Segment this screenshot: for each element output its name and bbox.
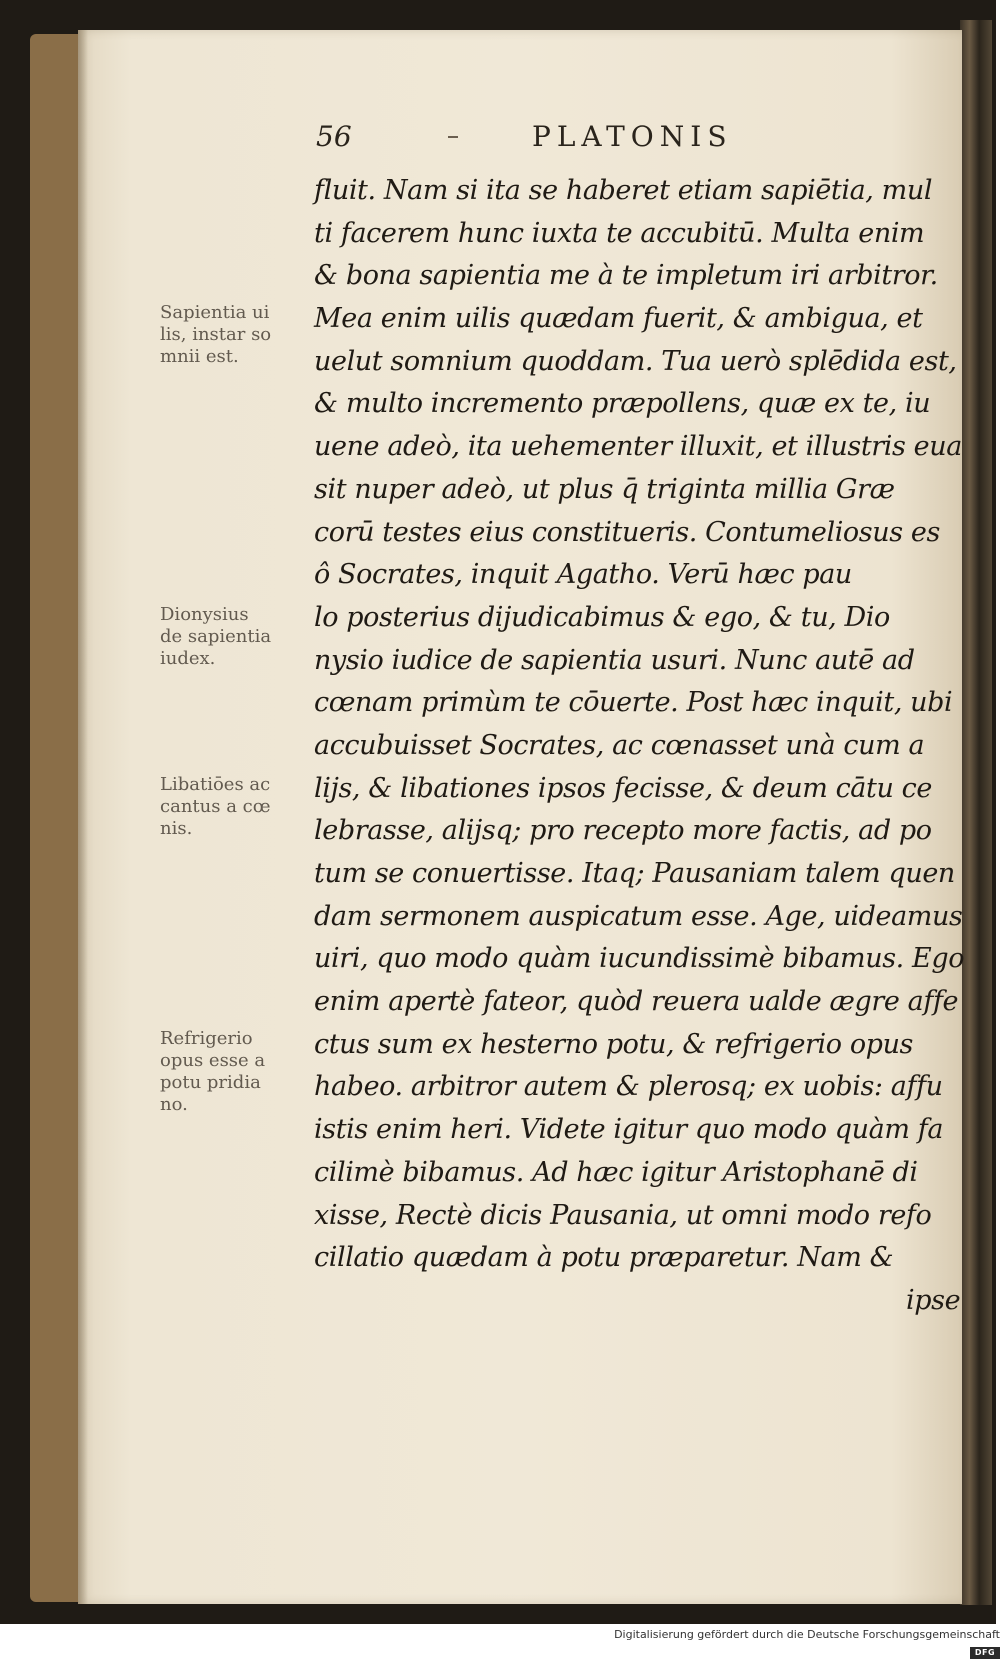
marginal-line: lis, instar so bbox=[160, 324, 272, 345]
body-text bbox=[314, 170, 964, 1323]
page-number: 56 bbox=[316, 120, 352, 153]
marginal-line: no. bbox=[160, 1094, 188, 1115]
text-line: dam sermonem auspicatum esse. Age, uideamus bbox=[314, 900, 963, 932]
marginal-note-dionysius bbox=[160, 604, 310, 670]
credit-text: Digitalisierung gefördert durch die Deutsche Forschungsgemeinschaft bbox=[614, 1628, 1000, 1641]
text-line: uiri, quo modo quàm iucundissimè bibamus. Ego bbox=[314, 943, 965, 975]
text-line: habeo. arbitror autem & plerosq; ex uobis: affu bbox=[314, 1071, 943, 1103]
running-head-dash bbox=[448, 136, 458, 138]
text-line: cillatio quædam à potu præparetur. Nam & bbox=[314, 1242, 894, 1274]
marginal-line: opus esse a bbox=[160, 1050, 266, 1071]
text-line: Mea enim uilis quædam fuerit, & ambigua, et bbox=[314, 303, 923, 335]
page-gutter-shadow bbox=[78, 30, 88, 1604]
text-line: & bona sapientia me à te impletum iri arbitror. bbox=[314, 260, 938, 292]
text-line: enim apertè fateor, quòd reuera ualde ægre affe bbox=[314, 986, 959, 1018]
page-fore-edge bbox=[960, 20, 992, 1605]
text-line: sit nuper adeò, ut plus q̄ triginta millia Græ bbox=[314, 473, 895, 505]
marginal-line: Refrigerio bbox=[160, 1028, 253, 1049]
text-line: istis enim heri. Videte igitur quo modo quàm fa bbox=[314, 1114, 944, 1146]
text-line: uelut somnium quoddam. Tua uerò splēdida est, bbox=[314, 345, 957, 377]
text-line: lo posterius dijudicabimus & ego, & tu, Dio bbox=[314, 601, 890, 633]
marginal-note-libationes bbox=[160, 774, 310, 840]
running-head bbox=[316, 120, 796, 160]
dfg-logo-icon: DFG bbox=[970, 1647, 1000, 1659]
marginal-note-sapientia bbox=[160, 302, 310, 368]
text-line: ctus sum ex hesterno potu, & refrigerio opus bbox=[314, 1028, 914, 1060]
marginal-line: mnii est. bbox=[160, 346, 239, 367]
marginal-line: iudex. bbox=[160, 648, 216, 669]
text-line: uene adeò, ita uehementer illuxit, et illustris eua bbox=[314, 431, 962, 463]
marginal-line: nis. bbox=[160, 818, 193, 839]
text-line: ti facerem hunc iuxta te accubitū. Multa enim bbox=[314, 217, 925, 249]
text-line: lebrasse, alijsq; pro recepto more factis, ad po bbox=[314, 815, 932, 847]
text-line: accubuisset Socrates, ac cœnasset unà cum a bbox=[314, 729, 925, 761]
marginal-line: Libatiōes ac bbox=[160, 774, 271, 795]
text-line: lijs, & libationes ipsos fecisse, & deum cātu ce bbox=[314, 772, 932, 804]
text-line: corū testes eius constitueris. Contumeliosus es bbox=[314, 516, 940, 548]
text-line: fluit. Nam si ita se haberet etiam sapiētia, mul bbox=[314, 175, 933, 206]
text-line: ô Socrates, inquit Agatho. Verū hæc pau bbox=[314, 559, 852, 591]
text-line: tum se conuertisse. Itaq; Pausaniam talem quen bbox=[314, 858, 955, 889]
text-line: ipse bbox=[906, 1284, 961, 1316]
text-line: cœnam primùm te cōuerte. Post hæc inquit, ubi bbox=[314, 687, 953, 719]
text-line: & multo incremento præpollens, quæ ex te, iu bbox=[314, 388, 931, 420]
marginal-note-refrigerio bbox=[160, 1028, 310, 1116]
marginal-line: Sapientia ui bbox=[160, 302, 270, 323]
text-line: cilimè bibamus. Ad hæc igitur Aristophanē di bbox=[314, 1156, 918, 1188]
marginal-line: cantus a cœ bbox=[160, 796, 271, 817]
digitization-credit bbox=[580, 1626, 1000, 1657]
marginal-line: de sapientia bbox=[160, 626, 272, 647]
running-head-title: PLATONIS bbox=[532, 120, 733, 153]
marginal-line: Dionysius bbox=[160, 604, 249, 625]
text-line: xisse, Rectè dicis Pausania, ut omni modo refo bbox=[314, 1199, 932, 1231]
text-line: nysio iudice de sapientia usuri. Nunc autē ad bbox=[314, 644, 915, 676]
marginal-line: potu pridia bbox=[160, 1072, 261, 1093]
